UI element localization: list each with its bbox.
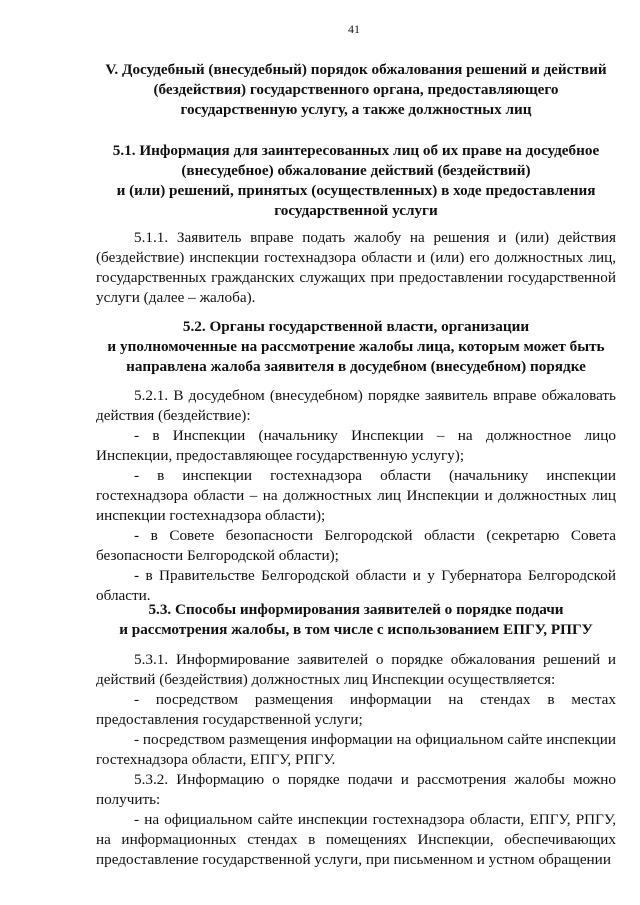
section-heading-line: направлена жалоба заявителя в досудебном (внесудебном) порядке [126,358,586,375]
list-item: - в Правительстве Белгородской области и у Губернатора Белгородской области. [96,567,616,604]
section-heading-line: государственной услуги [274,202,438,219]
list-item: - посредством размещения информации на стендах в местах предоставления государственной услуги; [96,691,616,728]
section-heading-line: 5.1. Информация для заинтересованных лиц об их праве на досудебное [112,142,600,159]
paragraph-5-2-1: 5.2.1. В досудебном (внесудебном) порядке заявитель вправе обжаловать действия (бездействие): [96,387,616,424]
section-5-3-body [96,650,616,870]
section-heading-line: 5.2. Органы государственной власти, организации [182,318,530,335]
section-heading-line: и рассмотрения жалобы, в том числе с использованием ЕПГУ, РПГУ [119,621,593,638]
section-heading-line: 5.3. Способы информирования заявителей о порядке подачи [148,601,564,618]
chapter-title-line: государственную услугу, а также должностных лиц [180,101,532,118]
section-5-2-body [96,386,616,606]
section-5-3-heading [96,600,616,640]
paragraph-5-3-1: 5.3.1. Информирование заявителей о порядке обжалования решений и действий (бездействия) должностных лиц Инспекции осуществляется: [96,651,616,688]
section-heading-line: и (или) решений, принятых (осуществленных) в ходе предоставления [116,182,596,199]
chapter-title-line: V. Досудебный (внесудебный) порядок обжалования решений и действий [105,61,607,78]
list-item: - в Инспекции (начальнику Инспекции – на должностное лицо Инспекции, предоставляющее государственную услугу); [96,427,616,464]
list-item: - посредством размещения информации на официальном сайте инспекции гостехнадзора области, ЕПГУ, РПГУ. [96,731,616,768]
paragraph-5-1-1: 5.1.1. Заявитель вправе подать жалобу на решения и (или) действия (бездействие) инспекции гостехнадзора области и (или) его должностных лиц, государственных гражданских служащих при предоставлении государственной услуги (далее – жалоба). [96,229,616,306]
section-5-2-heading [96,317,616,377]
paragraph-5-3-2: 5.3.2. Информацию о порядке подачи и рассмотрения жалобы можно получить: [96,771,616,808]
list-item: - в Совете безопасности Белгородской области (секретарю Совета безопасности Белгородской области); [96,527,616,564]
section-5-1-heading [96,141,616,221]
chapter-title-line: (бездействия) государственного органа, предоставляющего [153,81,559,98]
list-item: - в инспекции гостехнадзора области (начальнику инспекции гостехнадзора области – на должностных лиц Инспекции и должностных лиц инспекции гостехнадзора области); [96,467,616,524]
page-number: 41 [348,22,360,36]
chapter-title [96,60,616,120]
section-heading-line: и уполномоченные на рассмотрение жалобы лица, которым может быть [107,338,605,355]
section-heading-line: (внесудебное) обжалование действий (бездействий) [181,162,531,179]
list-item: - на официальном сайте инспекции гостехнадзора области, ЕПГУ, РПГУ, на информационных стендах в помещениях Инспекции, обеспечивающих предоставление государственной услуги, при письменном и устном обращении [96,811,616,868]
section-5-1-body [96,228,616,308]
